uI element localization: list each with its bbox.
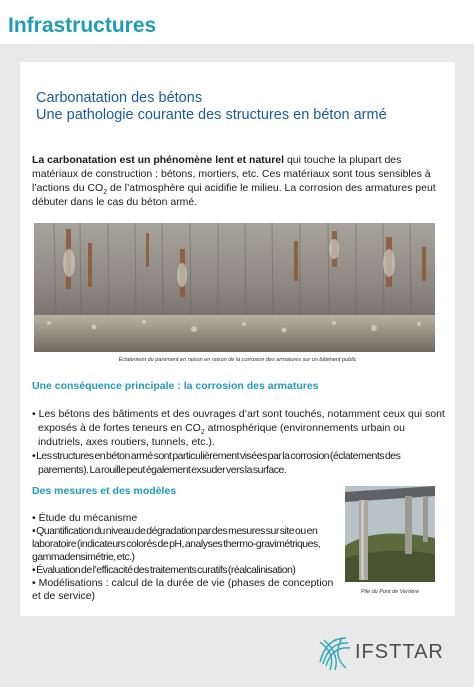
list-item: • Étude du mécanisme <box>32 512 138 524</box>
photo1-caption: Éclatement du parement en raison en raison de la corrosion des armatures sur un bâtiment public <box>118 357 357 363</box>
section2-list <box>32 512 338 603</box>
section1-bullets <box>32 407 446 477</box>
photo2-caption: Pile du Pont de Verrière <box>360 589 420 595</box>
title-line-1: Carbonatation des bétons <box>36 90 203 106</box>
section1-heading: Une conséquence principale : la corrosion des armatures <box>32 380 319 392</box>
intro-text-1: qui touche la plupart des matériaux de construction : bétons, mortiers, etc. Ces matériaux sont tous sensibles à l’actions du CO <box>32 154 431 194</box>
list-item: • Quantification du niveau de dégradation par des mesures sur site ou en laboratoire (indicateurs colorés de pH, analyses thermo-gravimétriques, gammadensimétrie, etc.) <box>32 525 321 563</box>
intro-paragraph <box>32 153 446 209</box>
list-item: • Évaluation de l’efficacité des traitements curatifs (réalcalinisation) <box>32 564 296 576</box>
section1-bullet-2: • Les structures en béton armé sont particulièrement visées par la corrosion (éclatements des parements). La rouille peut également exsuder vers la surface. <box>32 450 401 476</box>
concrete-wall-photo <box>34 223 435 352</box>
page-title <box>36 90 446 124</box>
bullet1-subscript: 2 <box>200 429 205 437</box>
logo-text: IFSTTAR <box>355 641 444 663</box>
section2-heading: Des mesures et des modèles <box>32 485 177 497</box>
section-title: Infrastructures <box>8 14 157 37</box>
ifsttar-logo <box>316 630 466 674</box>
logo-mark-icon <box>316 632 352 672</box>
title-line-2: Une pathologie courante des structures en béton armé <box>36 107 387 123</box>
content-panel <box>20 62 455 616</box>
intro-text-2: de l’atmosphère qui acidifie le milieu. La corrosion des armatures peut débuter dans le cas du béton armé. <box>32 182 436 208</box>
list-item: • Modélisations : calcul de la durée de vie (phases de conception et de service) <box>32 577 334 602</box>
bullet1-text-b: atmosphérique (environnements urbain ou indutriels, axes routiers, tunnels, etc.). <box>38 422 405 448</box>
bridge-photo <box>345 486 435 582</box>
bullet1-text-a: • Les bétons des bâtiments et des ouvrages d’art sont touchés, notamment ceux qui sont exposés à de fortes teneurs en CO <box>32 408 445 434</box>
section1-bullet-1 <box>32 407 446 449</box>
intro-bold: La carbonatation est un phénomène lent et naturel <box>32 154 285 166</box>
intro-subscript: 2 <box>103 189 108 197</box>
header-bar <box>0 0 474 44</box>
